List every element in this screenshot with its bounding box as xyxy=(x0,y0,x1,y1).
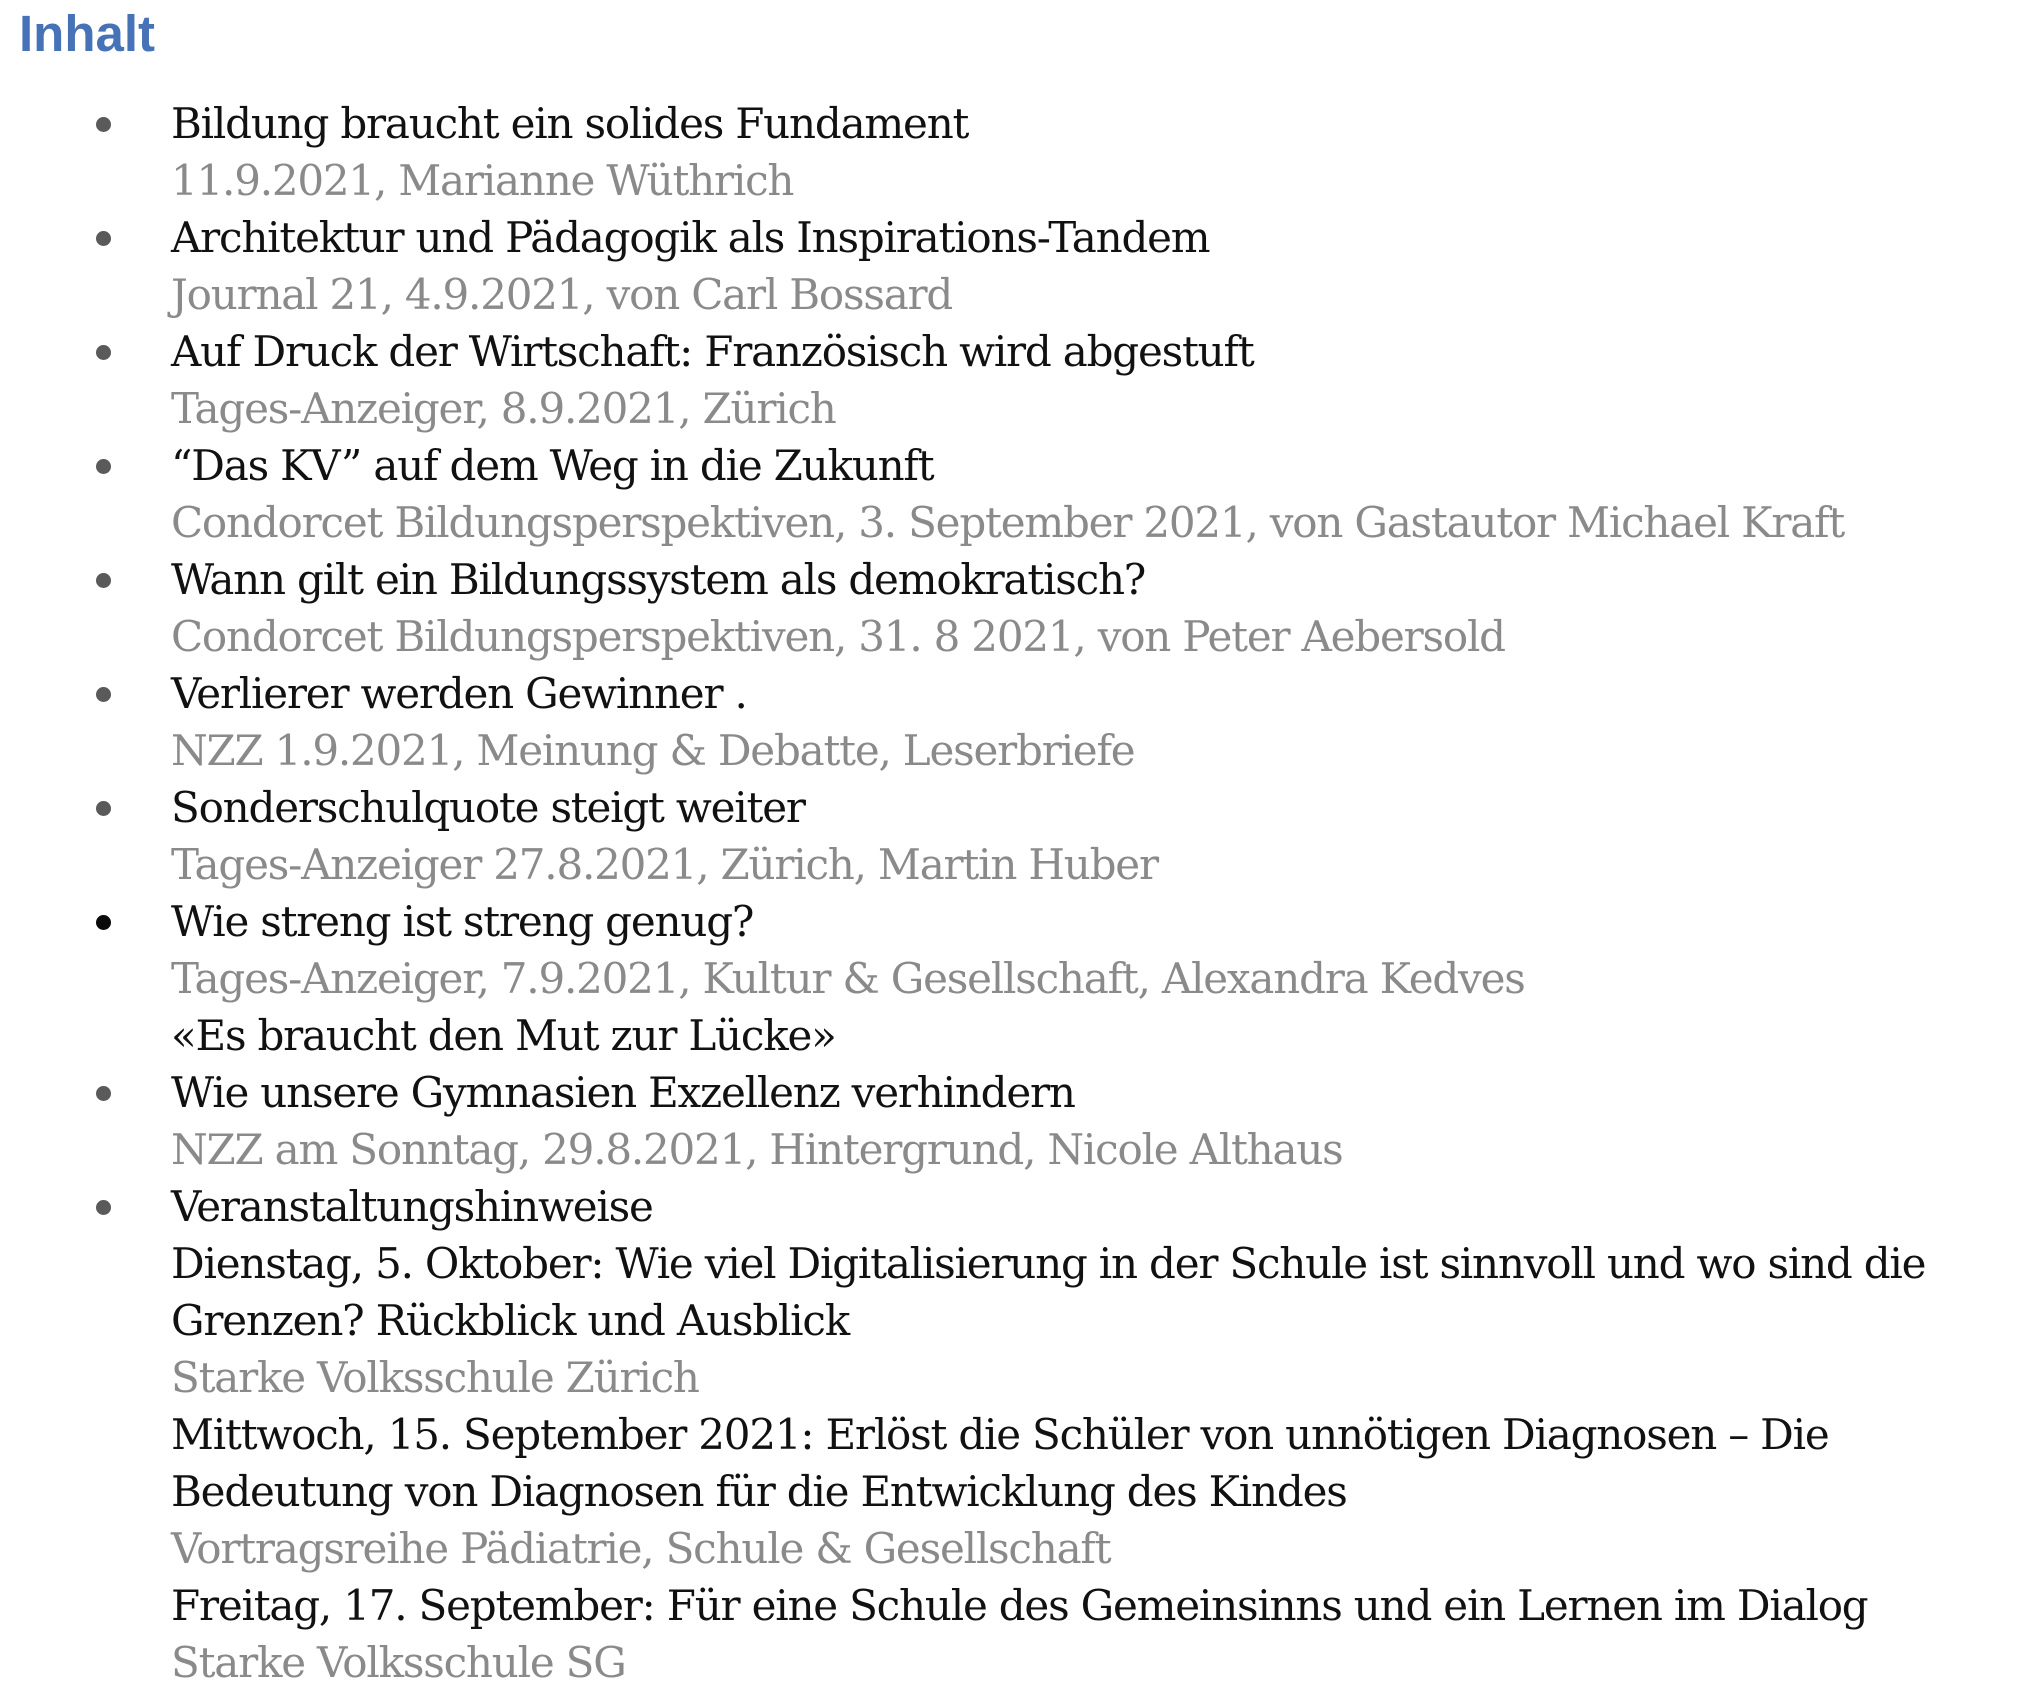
toc-entry xyxy=(0,323,2036,437)
article-title[interactable]: “Das KV” auf dem Weg in die Zukunft xyxy=(171,441,934,490)
article-title[interactable]: Wann gilt ein Bildungssystem als demokratisch? xyxy=(171,555,1146,604)
article-title[interactable]: Bildung braucht ein solides Fundament xyxy=(171,99,969,148)
article-source: 11.9.2021, Marianne Wüthrich xyxy=(171,156,794,205)
toc-entry-events xyxy=(0,1178,2036,1691)
bullet-icon xyxy=(96,915,111,930)
bullet-icon xyxy=(96,1200,111,1215)
bullet-icon xyxy=(96,459,111,474)
article-title[interactable]: Auf Druck der Wirtschaft: Französisch wird abgestuft xyxy=(171,327,1254,376)
article-source: Tages-Anzeiger, 8.9.2021, Zürich xyxy=(171,384,836,433)
event-source: Starke Volksschule Zürich xyxy=(171,1353,699,1402)
article-source: Condorcet Bildungsperspektiven, 3. September 2021, von Gastautor Michael Kraft xyxy=(171,498,1845,547)
bullet-icon xyxy=(96,1086,111,1101)
toc-list xyxy=(0,95,2036,1691)
bullet-icon xyxy=(96,231,111,246)
article-source: Tages-Anzeiger 27.8.2021, Zürich, Martin Huber xyxy=(171,840,1158,889)
toc-entry xyxy=(0,893,2036,1064)
toc-entry xyxy=(0,437,2036,551)
bullet-icon xyxy=(96,117,111,132)
article-source: Journal 21, 4.9.2021, von Carl Bossard xyxy=(171,270,953,319)
toc-entry xyxy=(0,779,2036,893)
event-title[interactable]: Dienstag, 5. Oktober: Wie viel Digitalisierung in der Schule ist sinnvoll und wo sind die Grenzen? Rückblick und Ausblick xyxy=(171,1239,1926,1345)
event-title[interactable]: Freitag, 17. September: Für eine Schule des Gemeinsinns und ein Lernen im Dialog xyxy=(171,1581,1868,1630)
bullet-icon xyxy=(96,801,111,816)
article-title[interactable]: Sonderschulquote steigt weiter xyxy=(171,783,805,832)
event-source: Vortragsreihe Pädiatrie, Schule & Gesellschaft xyxy=(171,1524,1111,1573)
toc-heading: Inhalt xyxy=(19,5,155,62)
toc-entry xyxy=(0,95,2036,209)
bullet-icon xyxy=(96,687,111,702)
article-source: NZZ 1.9.2021, Meinung & Debatte, Leserbriefe xyxy=(171,726,1135,775)
article-source: Tages-Anzeiger, 7.9.2021, Kultur & Gesellschaft, Alexandra Kedves xyxy=(171,954,1525,1003)
bullet-icon xyxy=(96,345,111,360)
toc-entry xyxy=(0,1064,2036,1178)
article-title[interactable]: Architektur und Pädagogik als Inspirations-Tandem xyxy=(171,213,1210,262)
toc-entry xyxy=(0,551,2036,665)
article-title[interactable]: Wie unsere Gymnasien Exzellenz verhindern xyxy=(171,1068,1075,1117)
article-title[interactable]: Wie streng ist streng genug? xyxy=(171,897,754,946)
toc-entry xyxy=(0,209,2036,323)
bullet-icon xyxy=(96,573,111,588)
toc-entry xyxy=(0,665,2036,779)
event-source: Starke Volksschule SG xyxy=(171,1638,626,1687)
article-source: NZZ am Sonntag, 29.8.2021, Hintergrund, Nicole Althaus xyxy=(171,1125,1343,1174)
article-title[interactable]: Verlierer werden Gewinner . xyxy=(171,669,747,718)
event-title[interactable]: Mittwoch, 15. September 2021: Erlöst die Schüler von unnötigen Diagnosen – Die Bedeutung von Diagnosen für die Entwicklung des Kindes xyxy=(171,1410,1829,1516)
events-section-title[interactable]: Veranstaltungshinweise xyxy=(171,1182,653,1231)
article-subtitle[interactable]: «Es braucht den Mut zur Lücke» xyxy=(171,1011,836,1060)
article-source: Condorcet Bildungsperspektiven, 31. 8 2021, von Peter Aebersold xyxy=(171,612,1505,661)
